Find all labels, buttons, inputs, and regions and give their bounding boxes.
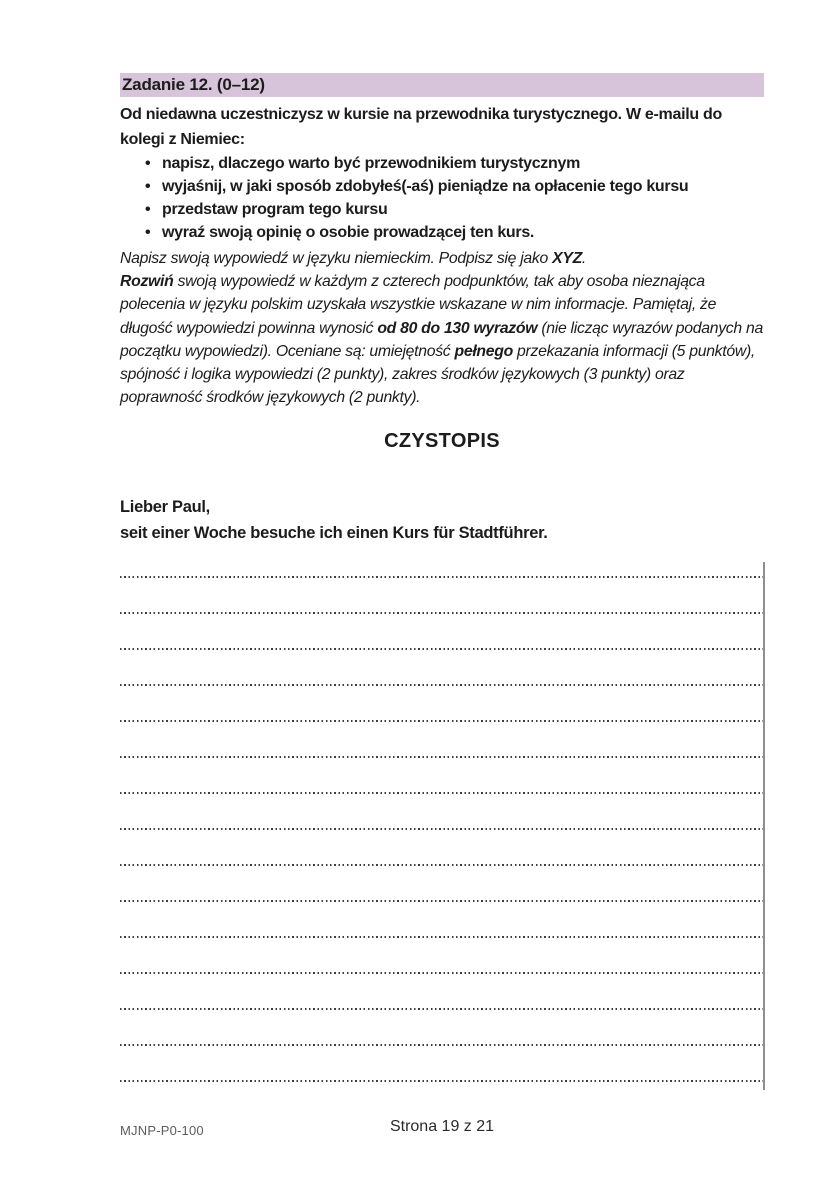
letter-opening [120,495,764,546]
instructions-paragraph-2 [120,270,764,409]
page-number: Strona 19 z 21 [389,1118,495,1135]
task-intro: Od niedawna uczestniczysz w kursie na przewodnika turystycznego. W e-mailu do kolegi z Niemiec: [120,106,722,148]
form-code: MJNP-P0-100 [120,1123,204,1138]
answer-line [120,650,763,686]
clean-copy-heading: CZYSTOPIS [384,430,500,452]
instruction-bold: Rozwiń [120,273,174,291]
answer-line [120,1010,763,1046]
answer-line [120,542,763,578]
letter-salutation: Lieber Paul, [120,498,210,516]
bullet-item: • wyjaśnij, w jaki sposób zdobyłeś(-aś) pieniądze na opłacenie tego kursu [120,175,764,198]
page-edge-line [763,562,765,1090]
answer-line [120,830,763,866]
instruction-bold: XYZ [552,250,582,267]
instruction-bold: od 80 do 130 wyrazów [377,319,538,337]
instructions-paragraph-1 [120,247,764,270]
task-header: Zadanie 12. (0–12) [120,73,764,97]
task-block [120,73,764,409]
instruction-text: swoją wypowiedź w każdym z czterech podpunktów, tak aby osoba nieznająca polecenia w języku polskim uzyskała wszystkie wskazane w nim informacje. Pamiętaj, że długość wypowiedzi powinna wynosić [120,273,717,337]
instruction-text: przekazania informacji (5 punktów), spójność i logika wypowiedzi (2 punkty), zakres środków językowych (3 punkty) oraz poprawność środków językowych (2 punkty). [120,342,756,407]
instruction-bold: pełnego [454,342,513,360]
answer-line [120,794,763,830]
instruction-text: . [581,250,587,267]
letter-first-sentence: seit einer Woche besuche ich einen Kurs für Stadtführer. [120,523,548,542]
answer-line [120,974,763,1010]
answer-line [120,866,763,902]
answer-lines [120,542,763,1082]
bullet-item: • napisz, dlaczego warto być przewodnikiem turystycznym [120,152,764,175]
answer-line [120,1046,763,1082]
answer-line [120,722,763,758]
task-bullet-list [120,152,764,244]
answer-line [120,686,763,722]
instruction-text: (nie licząc wyrazów podanych na początku wypowiedzi). Oceniane są: umiejętność [120,319,763,360]
answer-line [120,938,763,974]
answer-line [120,578,763,614]
instruction-text: Napisz swoją wypowiedź w języku niemieckim. Podpisz się jako [120,250,553,267]
answer-line [120,614,763,650]
answer-line [120,902,763,938]
bullet-item: • wyraź swoją opinię o osobie prowadzącej ten kurs. [120,221,764,244]
answer-line [120,758,763,794]
bullet-item: • przedstaw program tego kursu [120,198,764,221]
page-footer [120,1118,764,1136]
